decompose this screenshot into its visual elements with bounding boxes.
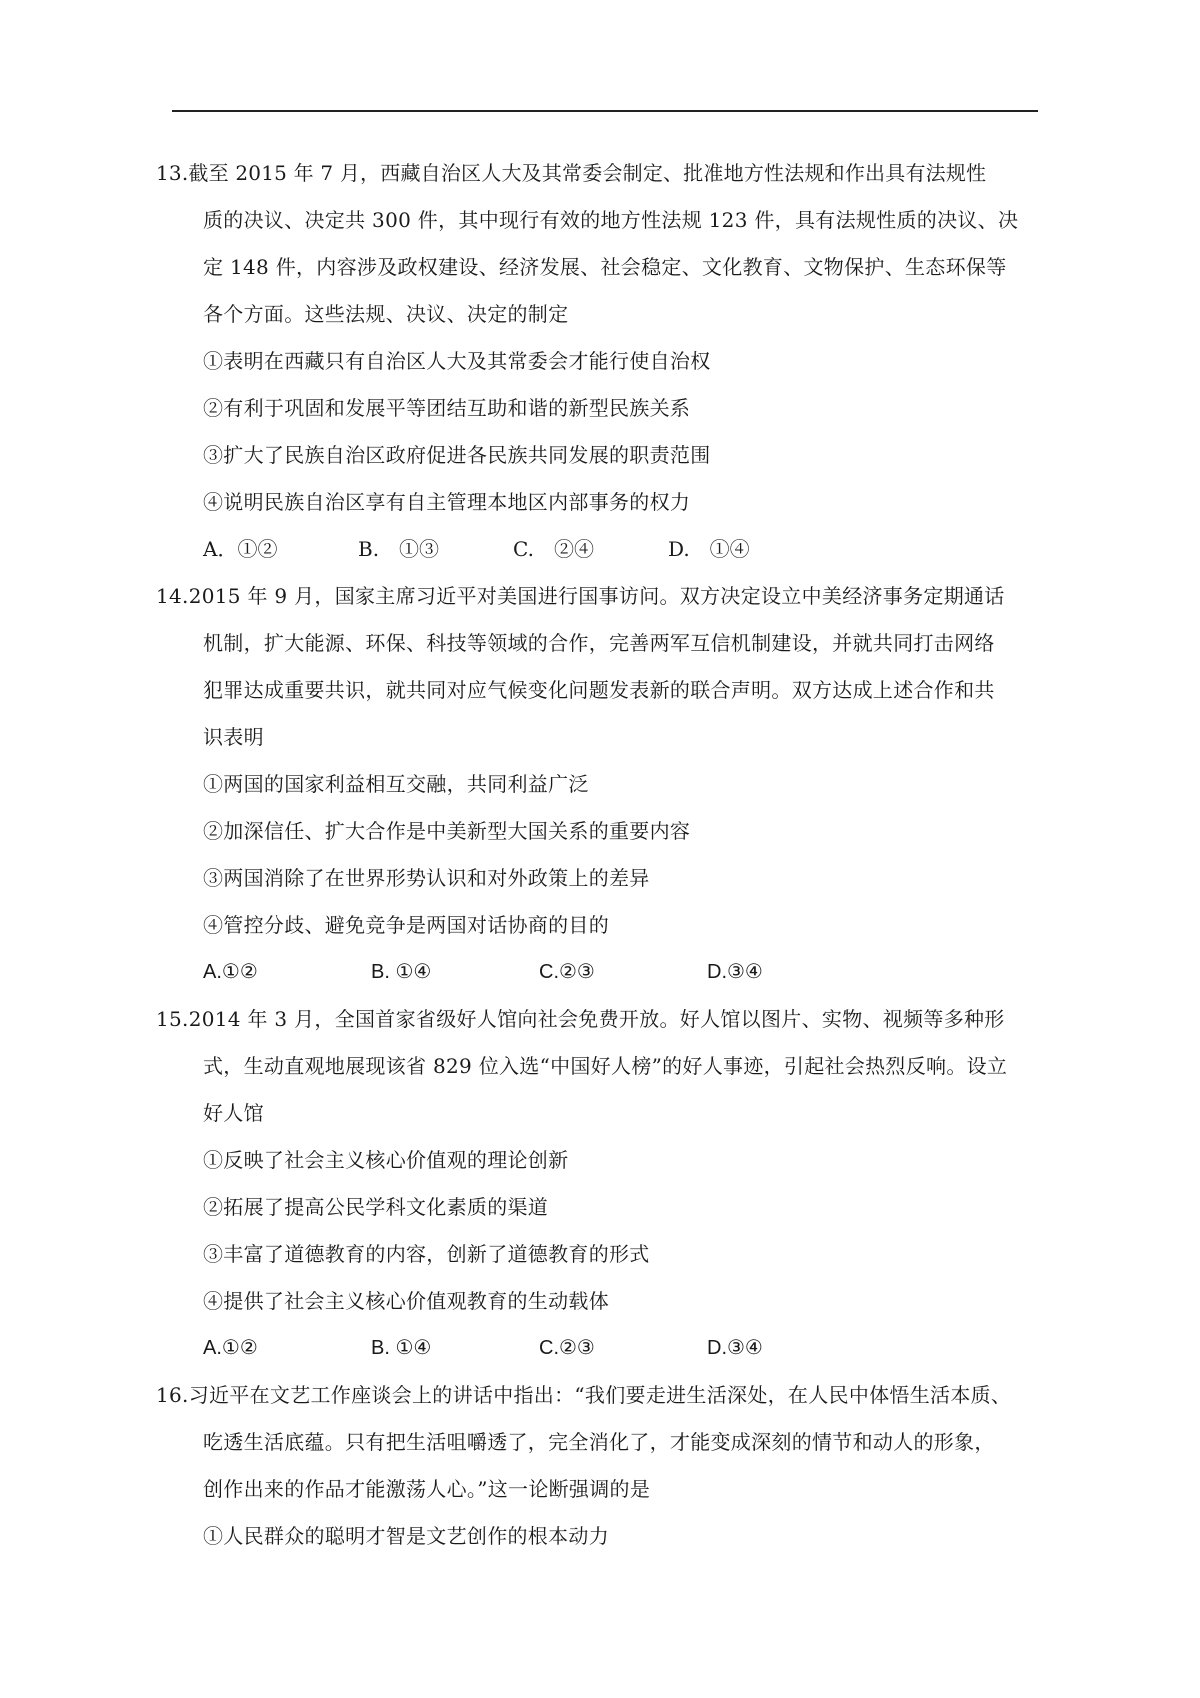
exam-page-content xyxy=(156,150,1040,1560)
statement-option: ④管控分歧、避免竞争是两国对话协商的目的 xyxy=(203,913,609,937)
statement-option: ①表明在西藏只有自治区人大及其常委会才能行使自治权 xyxy=(203,349,711,373)
question-stem-line: 式，生动直观地展现该省 829 位入选“中国好人榜”的好人事迹，引起社会热烈反响。设立 xyxy=(203,1054,1008,1078)
choice-a: A.①② xyxy=(203,1337,258,1359)
statement-option: ③丰富了道德教育的内容，创新了道德教育的形式 xyxy=(203,1242,650,1266)
question-stem-line: 犯罪达成重要共识，就共同对应气候变化问题发表新的联合声明。双方达成上述合作和共 xyxy=(203,678,995,702)
choice-b: B. ①④ xyxy=(371,1337,432,1359)
choice-d: D.③④ xyxy=(707,1337,763,1359)
choice-c: C.②③ xyxy=(539,961,595,983)
question-stem-line: 13.截至 2015 年 7 月，西藏自治区人大及其常委会制定、批准地方性法规和作出具有法规性 xyxy=(156,161,987,185)
statement-option: ①两国的国家利益相互交融，共同利益广泛 xyxy=(203,772,589,796)
answer-choices xyxy=(156,526,1040,573)
statement-option: ②有利于巩固和发展平等团结互助和谐的新型民族关系 xyxy=(203,396,691,420)
question-stem-line: 14.2015 年 9 月，国家主席习近平对美国进行国事访问。双方决定设立中美经济事务定期通话 xyxy=(156,584,1005,608)
statement-option: ③两国消除了在世界形势认识和对外政策上的差异 xyxy=(203,866,650,890)
answer-choices xyxy=(156,1325,1040,1372)
statement-option: ②加深信任、扩大合作是中美新型大国关系的重要内容 xyxy=(203,819,691,843)
question-15 xyxy=(156,996,1040,1372)
statement-option: ②拓展了提高公民学科文化素质的渠道 xyxy=(203,1195,549,1219)
choice-a: A．①② xyxy=(203,537,278,561)
question-stem-line: 识表明 xyxy=(203,725,264,749)
statement-option: ③扩大了民族自治区政府促进各民族共同发展的职责范围 xyxy=(203,443,711,467)
header-rule xyxy=(172,110,1038,112)
choice-c: C.②③ xyxy=(539,1337,595,1359)
question-stem-line: 好人馆 xyxy=(203,1101,264,1125)
question-stem-line: 创作出来的作品才能激荡人心。”这一论断强调的是 xyxy=(203,1477,651,1501)
question-stem-line: 15.2014 年 3 月，全国首家省级好人馆向社会免费开放。好人馆以图片、实物、视频等多种形 xyxy=(156,1007,1005,1031)
statement-option: ①反映了社会主义核心价值观的理论创新 xyxy=(203,1148,569,1172)
question-stem-line: 定 148 件，内容涉及政权建设、经济发展、社会稳定、文化教育、文物保护、生态环保等 xyxy=(203,255,1007,279)
question-stem-line: 质的决议、决定共 300 件，其中现行有效的地方性法规 123 件，具有法规性质的决议、决 xyxy=(203,208,1019,232)
statement-option: ①人民群众的聪明才智是文艺创作的根本动力 xyxy=(203,1524,609,1548)
question-14 xyxy=(156,573,1040,996)
choice-d: D.③④ xyxy=(707,961,763,983)
question-stem-line: 吃透生活底蕴。只有把生活咀嚼透了，完全消化了，才能变成深刻的情节和动人的形象， xyxy=(203,1430,995,1454)
choice-a: A.①② xyxy=(203,961,258,983)
choice-d: D. ①④ xyxy=(668,537,750,561)
question-stem-line: 机制，扩大能源、环保、科技等领域的合作，完善两军互信机制建设，并就共同打击网络 xyxy=(203,631,995,655)
choice-c: C. ②④ xyxy=(513,537,594,561)
statement-option: ④提供了社会主义核心价值观教育的生动载体 xyxy=(203,1289,609,1313)
answer-choices xyxy=(156,949,1040,996)
question-13 xyxy=(156,150,1040,573)
statement-option: ④说明民族自治区享有自主管理本地区内部事务的权力 xyxy=(203,490,691,514)
choice-b: B. ①③ xyxy=(358,537,440,561)
question-stem-line: 16.习近平在文艺工作座谈会上的讲话中指出：“我们要走进生活深处，在人民中体悟生活本质、 xyxy=(156,1383,1012,1407)
question-16 xyxy=(156,1372,1040,1560)
question-stem-line: 各个方面。这些法规、决议、决定的制定 xyxy=(203,302,569,326)
choice-b: B. ①④ xyxy=(371,961,432,983)
